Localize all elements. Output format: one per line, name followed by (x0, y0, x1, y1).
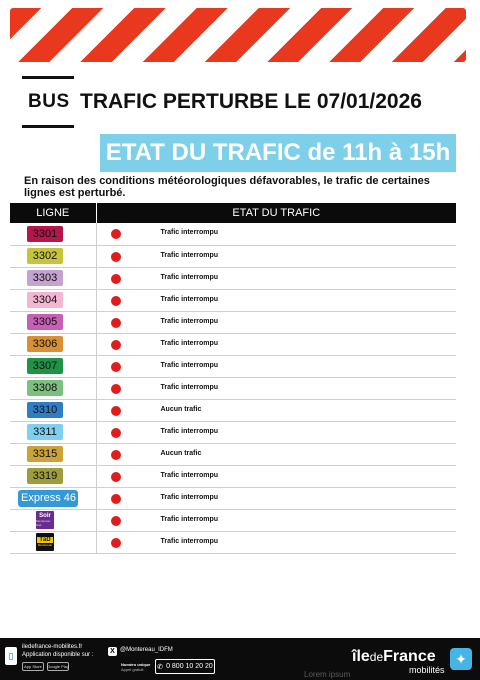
status-dot-icon (111, 494, 121, 504)
table-row (10, 531, 456, 553)
line-badge: 3303 (27, 270, 63, 286)
phone-number: 0 800 10 20 20 (166, 663, 213, 670)
status-text: Trafic interrompu (160, 295, 219, 303)
social-handle[interactable]: @Montereau_IDFM (120, 647, 173, 653)
status-dot-icon (111, 274, 121, 284)
table-row (10, 465, 456, 487)
banner-text: ETAT DU TRAFIC de 11h à 15h (105, 139, 451, 166)
table-row (10, 333, 456, 355)
table-row (10, 245, 456, 267)
line-badge (36, 511, 54, 529)
line-badge: 3311 (27, 424, 63, 440)
status-text: Trafic interrompu (160, 317, 219, 325)
line-badge: Express 46 (18, 490, 78, 507)
status-text: Trafic interrompu (160, 361, 219, 369)
column-header-line: LIGNE (10, 203, 96, 223)
mode-label: BUS (28, 91, 70, 112)
status-dot-icon (111, 450, 121, 460)
mode-rule-top (22, 76, 74, 79)
status-text: Trafic interrompu (160, 493, 219, 501)
google-play-badge[interactable]: Google Play (47, 664, 69, 669)
status-dot-icon (111, 318, 121, 328)
hazard-stripes-band (10, 8, 466, 62)
line-badge: 3304 (27, 292, 63, 308)
brand-france: France (383, 648, 436, 665)
appel-gratuit-text: Appel gratuit (121, 666, 144, 672)
numero-unique-text: Numéro unique (121, 661, 151, 667)
brand-de: de (369, 650, 384, 664)
mode-label-block (22, 76, 74, 128)
table-row (10, 267, 456, 289)
line-badge: 3302 (27, 248, 63, 264)
status-dot-icon (111, 362, 121, 372)
intro-text: En raison des conditions météorologiques défavorables, le trafic de certaines lignes est perturbé. (24, 175, 430, 199)
footer-bar (0, 638, 480, 680)
table-row (10, 355, 456, 377)
brand-wordmark (352, 648, 436, 666)
brand-ile: île (352, 648, 370, 665)
status-dot-icon (111, 229, 121, 239)
status-dot-icon (111, 252, 121, 262)
table-row (10, 289, 456, 311)
mode-rule-bottom (22, 125, 74, 128)
status-text: Trafic interrompu (160, 251, 219, 259)
status-text: Trafic interrompu (160, 339, 219, 347)
line-badge: 3307 (27, 358, 63, 374)
line-badge: 3310 (27, 402, 63, 418)
line-badge-sublabel: Montereau Sud (36, 519, 51, 527)
status-text: Trafic interrompu (160, 427, 219, 435)
phone-icon: ✆ (157, 663, 164, 671)
app-availability-text: Application disponible sur : (22, 652, 94, 658)
status-dot-icon (111, 472, 121, 482)
x-logo-icon: X (108, 647, 117, 656)
ghost-watermark-text: Lorem ipsum (304, 670, 351, 679)
line-badge (36, 533, 54, 551)
line-badge: 3315 (27, 446, 63, 462)
line-badge: 3306 (27, 336, 63, 352)
status-text: Aucun trafic (160, 405, 202, 413)
status-dot-icon (111, 406, 121, 416)
traffic-state-banner (100, 134, 456, 172)
status-dot-icon (111, 516, 121, 526)
app-store-badge[interactable]: App Store (22, 662, 44, 671)
line-badge: 3319 (27, 468, 63, 484)
brand-mobilites: mobilités (409, 665, 445, 675)
table-row (10, 487, 456, 509)
idfm-runner-logo-icon: ✦ (450, 648, 472, 670)
status-text: Trafic interrompu (160, 515, 219, 523)
status-dot-icon (111, 340, 121, 350)
table-row (10, 421, 456, 443)
table-row (10, 223, 456, 245)
table-row (10, 443, 456, 465)
table-row (10, 377, 456, 399)
column-header-status: ETAT DU TRAFIC (96, 203, 456, 223)
numero-unique-label (121, 659, 155, 674)
status-text: Trafic interrompu (160, 273, 219, 281)
status-text: Trafic interrompu (160, 471, 219, 479)
status-dot-icon (111, 384, 121, 394)
line-badge-label: Soir (39, 513, 51, 519)
table-row (10, 311, 456, 333)
status-text: Trafic interrompu (160, 383, 219, 391)
line-badge-label: TàD (39, 537, 51, 543)
line-badge: 3308 (27, 380, 63, 396)
status-dot-icon (111, 296, 121, 306)
status-dot-icon (111, 538, 121, 548)
status-text: Trafic interrompu (160, 229, 219, 236)
phone-number-box[interactable] (155, 659, 215, 674)
line-badge: 3301 (27, 226, 63, 242)
page-title: TRAFIC PERTURBE LE 07/01/2026 (80, 90, 422, 113)
table-row (10, 509, 456, 531)
traffic-table (10, 203, 456, 554)
website-link[interactable]: iledefrance-mobilites.fr (22, 644, 83, 650)
line-badge: 3305 (27, 314, 63, 330)
table-row (10, 399, 456, 421)
store-badges (22, 662, 69, 671)
mobile-app-icon: ▯ (5, 647, 17, 665)
status-dot-icon (111, 428, 121, 438)
status-text: Trafic interrompu (160, 537, 219, 545)
line-badge-sublabel: Montereau (37, 543, 53, 547)
table-header-row (10, 203, 456, 223)
status-text: Aucun trafic (160, 449, 202, 457)
